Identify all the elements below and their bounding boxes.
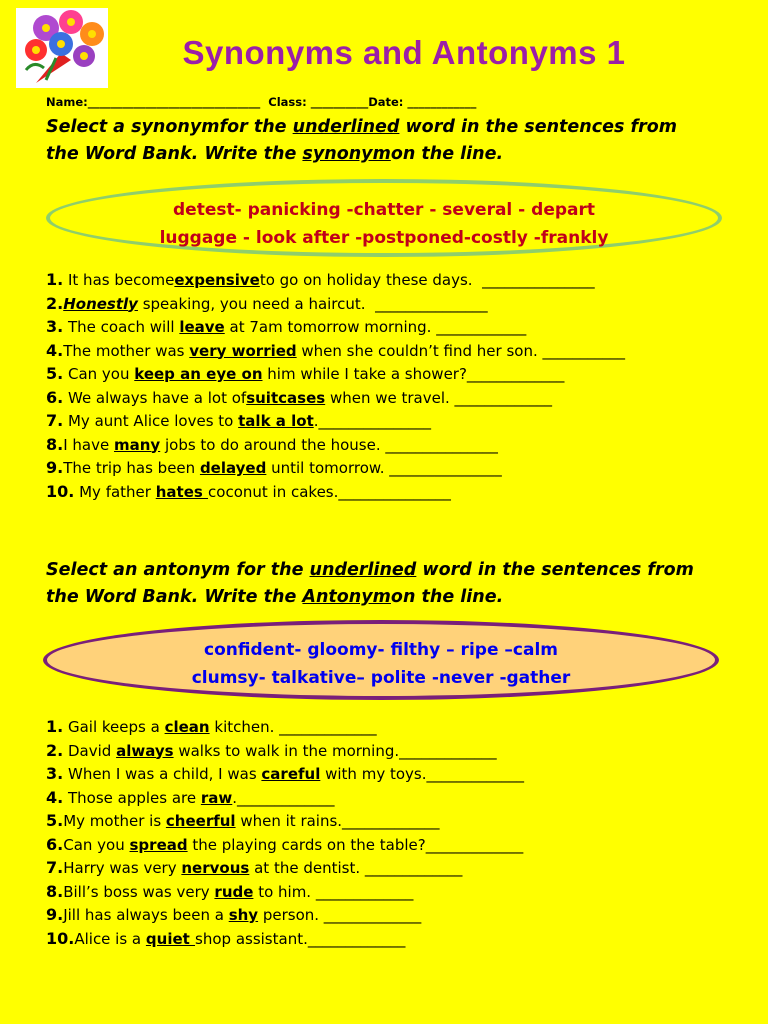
synonym-instructions: Select a synonymfor the underlined word in the sentences from the Word Bank. Write the synonymon the line. <box>46 117 677 164</box>
list-item: 2.Honestly speaking, you need a haircut. _______________ <box>46 293 488 313</box>
list-item: 7. My aunt Alice loves to talk a lot._______________ <box>46 411 432 430</box>
list-item: 1. It has becomeexpensiveto go on holiday these days. _______________ <box>46 270 595 289</box>
list-item: 4.The mother was very worried when she couldn’t find her son. ___________ <box>46 340 625 360</box>
antonym-word-bank: confident- gloomy- filthy – ripe –calm clumsy- talkative– polite -never -gather <box>43 620 719 700</box>
list-item: 6. We always have a lot ofsuitcases when we travel. _____________ <box>46 387 553 407</box>
list-item: 5.My mother is cheerful when it rains._____________ <box>46 811 440 830</box>
list-item: 3. The coach will leave at 7am tomorrow morning. ____________ <box>46 317 527 336</box>
list-item: 1. Gail keeps a clean kitchen. _____________ <box>46 717 377 736</box>
list-item: 8.I have many jobs to do around the house. _______________ <box>46 434 498 454</box>
list-item: 4. Those apples are raw._____________ <box>46 787 335 807</box>
list-item: 2. David always walks to walk in the morning._____________ <box>46 740 497 760</box>
list-item: 7.Harry was very nervous at the dentist. _____________ <box>46 858 463 877</box>
page-title: Synonyms and Antonyms 1 <box>182 34 626 71</box>
list-item: 10. My father hates coconut in cakes._______________ <box>46 481 451 501</box>
list-item: 6.Can you spread the playing cards on the table?_____________ <box>46 834 524 854</box>
list-item: 10.Alice is a quiet shop assistant._____________ <box>46 928 406 948</box>
antonym-instructions: Select an antonym for the underlined word in the sentences from the Word Bank. Write the Antonymon the line. <box>46 560 694 607</box>
list-item: 8.Bill’s boss was very rude to him. _____________ <box>46 881 414 901</box>
name-class-date-line: Name:______________________________ Class: __________Date: ____________ <box>46 95 477 109</box>
list-item: 9.Jill has always been a shy person. _____________ <box>46 905 422 924</box>
synonym-question-list <box>46 268 625 503</box>
list-item: 9.The trip has been delayed until tomorrow. _______________ <box>46 458 502 477</box>
antonym-question-list <box>46 715 524 950</box>
list-item: 5. Can you keep an eye on him while I take a shower?_____________ <box>46 364 565 383</box>
synonym-word-bank: detest- panicking -chatter - several - depart luggage - look after -postponed-costly -frankly <box>46 179 722 257</box>
list-item: 3. When I was a child, I was careful with my toys._____________ <box>46 764 524 783</box>
